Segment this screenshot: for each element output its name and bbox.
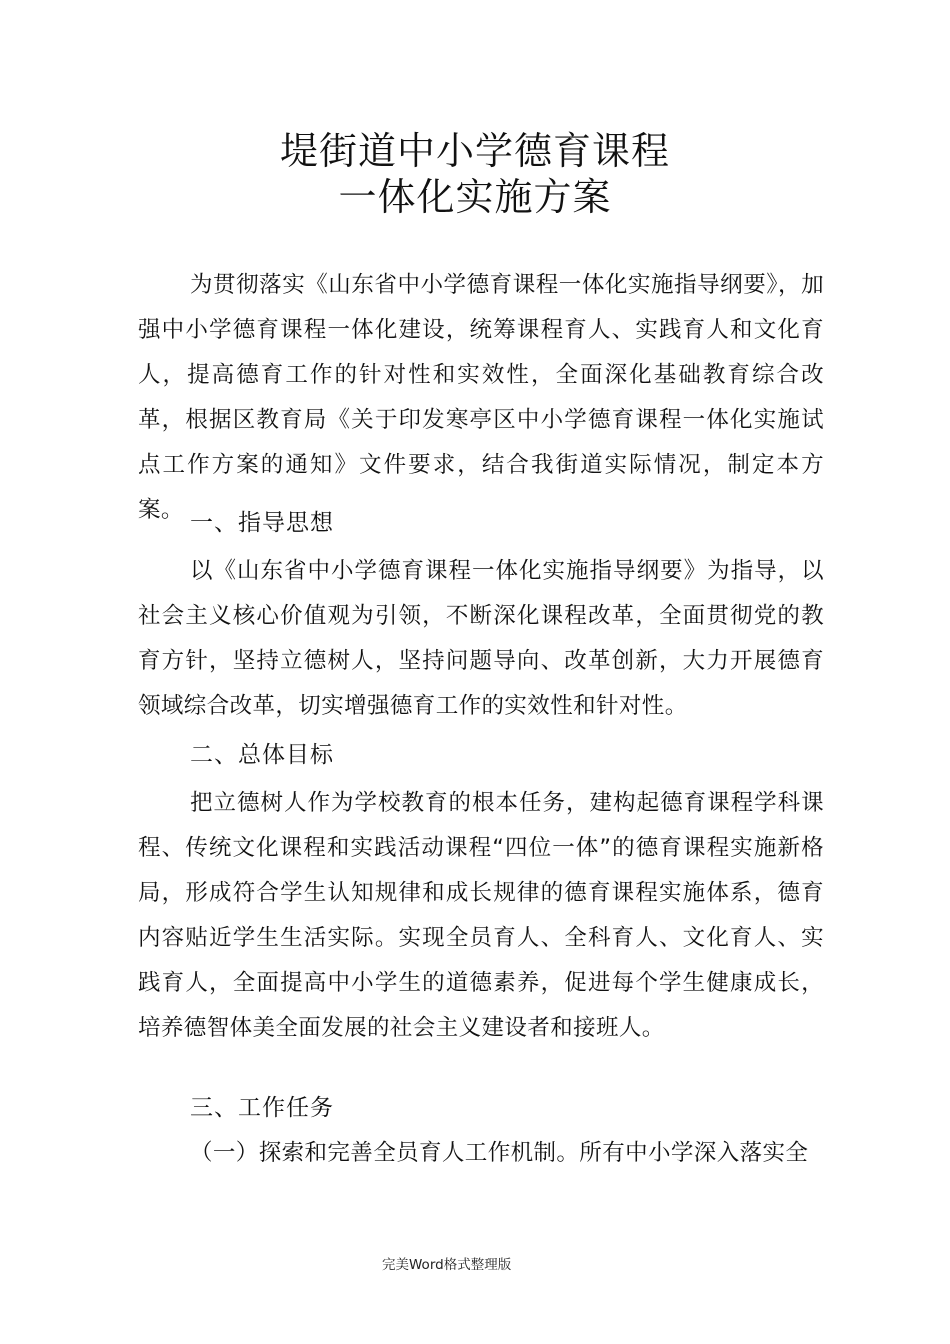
section2-paragraph: 把立德树人作为学校教育的根本任务，建构起德育课程学科课程、传统文化课程和实践活动课程“四位一体”的德育课程实施新格局，形成符合学生认知规律和成长规律的德育课程实施体系，德育内容贴近学生生活实际。实现全员育人、全科育人、文化育人、实践育人，全面提高中小学生的道德素养，促进每个学生健康成长，培养德智体美全面发展的社会主义建设者和接班人。 <box>138 790 824 1041</box>
document-title-line2: 一体化实施方案 <box>338 175 612 219</box>
section2-heading: 二、总体目标 <box>190 742 334 768</box>
footer-note: 完美Word格式整理版 <box>382 1257 512 1273</box>
document-title-line1: 堤街道中小学德育课程 <box>279 129 670 173</box>
section3-heading: 三、工作任务 <box>190 1095 334 1121</box>
section1-paragraph: 以《山东省中小学德育课程一体化实施指导纲要》为指导，以社会主义核心价值观为引领，不断深化课程改革，全面贯彻党的教育方针，坚持立德树人，坚持问题导向、改革创新，大力开展德育领域综合改革，切实增强德育工作的实效性和针对性。 <box>138 558 824 719</box>
section1-heading: 一、指导思想 <box>190 510 334 536</box>
section3-item1: （一）探索和完善全员育人工作机制。所有中小学深入落实全 <box>190 1140 809 1166</box>
intro-paragraph: 为贯彻落实《山东省中小学德育课程一体化实施指导纲要》，加强中小学德育课程一体化建设，统筹课程育人、实践育人和文化育人，提高德育工作的针对性和实效性，全面深化基础教育综合改革，根据区教育局《关于印发寒亭区中小学德育课程一体化实施试点工作方案的通知》文件要求，结合我街道实际情况，制定本方案。 <box>138 272 824 523</box>
